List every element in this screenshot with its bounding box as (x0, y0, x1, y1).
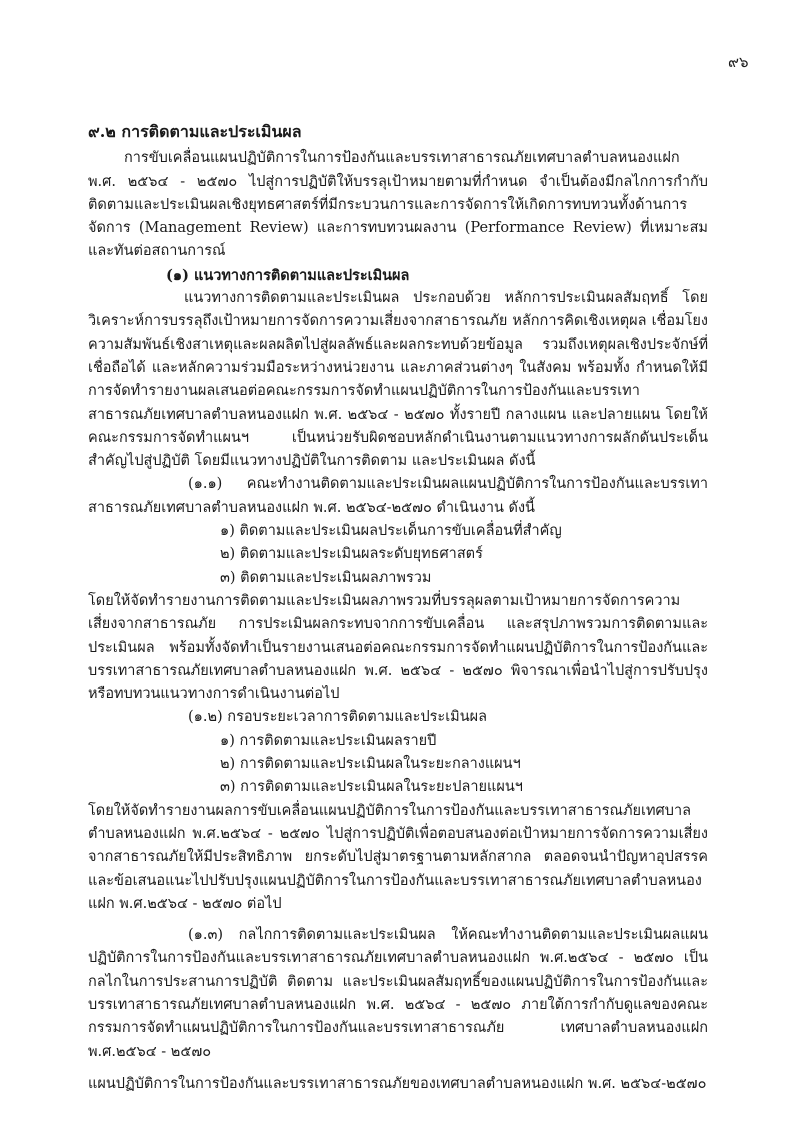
list-item: ๒) การติดตามและประเมินผลในระยะกลางแผนฯ (220, 756, 521, 773)
list-item: ๑) ติดตามและประเมินผลประเด็นการขับเคลื่อนที่สำคัญ (220, 523, 562, 540)
page-number: ๙๖ (728, 53, 749, 71)
list-item: ๒) ติดตามและประเมินผลระดับยุทธศาสตร์ (220, 546, 483, 563)
list-item: ๓) ติดตามและประเมินผลภาพรวม (220, 569, 432, 586)
subheading-guidelines: (๑) แนวทางการติดตามและประเมินผล (166, 266, 410, 284)
list-item: ๑) การติดตามและประเมินผลรายปี (220, 732, 437, 749)
intro-paragraph: การขับเคลื่อนแผนปฏิบัติการในการป้องกันและบรรเทาสาธารณภัยเทศบาลตำบลหนองแฝก พ.ศ. ๒๕๖๔ - ๒๕๗๐ ไปสู่การปฏิบัติให้บรรลุเป้าหมายตามที่กำหนด จำเป็นต้องมีกลไกการกำกับ ติดตามและประเมินผลเชิงยุทธศาสตร์ที่มีกระบวนการและการจัดการให้เกิดการทบทวนทั้งด้านการจัดการ (Management Review) และการทบทวนผลงาน (Performance Review) ที่เหมาะสมและทันต่อสถานการณ์ (88, 150, 708, 260)
guidelines-paragraph: แนวทางการติดตามและประเมินผล ประกอบด้วย หลักการประเมินผลสัมฤทธิ์ โดยวิเคราะห์การบรรลุถึงเป้าหมายการจัดการความเสี่ยงจากสาธารณภัย หลักการคิดเชิงเหตุผล เชื่อมโยงความสัมพันธ์เชิงสาเหตุและผลผลิตไปสู่ผลลัพธ์และผลกระทบด้วยข้อมูล รวมถึงเหตุผลเชิงประจักษ์ที่เชื่อถือได้ และหลักความร่วมมือระหว่างหน่วยงาน และภาคส่วนต่างๆ ในสังคม พร้อมทั้ง กำหนดให้มีการจัดทำรายงานผลเสนอต่อคณะกรรมการจัดทำแผนปฏิบัติการในการป้องกันและบรรเทาสาธารณภัยเทศบาลตำบลหนองแฝก พ.ศ. ๒๕๖๔ - ๒๕๗๐ ทั้งรายปี กลางแผน และปลายแผน โดยให้คณะกรรมการจัดทำแผนฯ เป็นหน่วยรับผิดชอบหลักดำเนินงานตามแนวทางการผลักดันประเด็นสำคัญไปสู่ปฏิบัติ โดยมีแนวทางปฏิบัติในการติดตาม และประเมินผล ดังนี้ (88, 290, 708, 470)
committee-paragraph: (๑.๑) คณะทำงานติดตามและประเมินผลแผนปฏิบัติการในการป้องกันและบรรเทาสาธารณภัยเทศบาลตำบลหนองแฝก พ.ศ. ๒๕๖๔-๒๕๗๐ ดำเนินงาน ดังนี้ (88, 476, 708, 516)
list-item: ๓) การติดตามและประเมินผลในระยะปลายแผนฯ (220, 779, 523, 796)
section-heading: ๙.๒ การติดตามและประเมินผล (88, 122, 302, 141)
mechanism-paragraph: (๑.๓) กลไกการติดตามและประเมินผล ให้คณะทำงานติดตามและประเมินผลแผนปฏิบัติการในการป้องกันและบรรเทาสาธารณภัยเทศบาลตำบลหนองแฝก พ.ศ.๒๕๖๔ - ๒๕๗๐ เป็นกลไกในการประสานการปฏิบัติ ติดตาม และประเมินผลสัมฤทธิ์ของแผนปฏิบัติการในการป้องกันและบรรเทาสาธารณภัยเทศบาลตำบลหนองแฝก พ.ศ. ๒๕๖๔ - ๒๕๗๐ ภายใต้การกำกับดูแลของคณะกรรมการจัดทำแผนปฏิบัติการในการป้องกันและบรรเทาสาธารณภัย เทศบาลตำบลหนองแฝก พ.ศ.๒๕๖๔ - ๒๕๗๐ (88, 927, 708, 1060)
page-body (88, 120, 708, 1064)
page-footer: แผนปฏิบัติการในการป้องกันและบรรเทาสาธารณภัยของเทศบาลตำบลหนองแฝก พ.ศ. ๒๕๖๔-๒๕๗๐ (88, 1076, 707, 1092)
progress-report-paragraph: โดยให้จัดทำรายงานผลการขับเคลื่อนแผนปฏิบัติการในการป้องกันและบรรเทาสาธารณภัยเทศบาลตำบลหนองแฝก พ.ศ.๒๕๖๔ - ๒๕๗๐ ไปสู่การปฏิบัติเพื่อตอบสนองต่อเป้าหมายการจัดการความเสี่ยงจากสาธารณภัยให้มีประสิทธิภาพ ยกระดับไปสู่มาตรฐานตามหลักสากล ตลอดจนนำปัญหาอุปสรรคและข้อเสนอแนะไปปรับปรุงแผนปฏิบัติการในการป้องกันและบรรเทาสาธารณภัยเทศบาลตำบลหนองแฝก พ.ศ.๒๕๖๔ - ๒๕๗๐ ต่อไป (88, 802, 708, 912)
report-paragraph: โดยให้จัดทำรายงานการติดตามและประเมินผลภาพรวมที่บรรลุผลตามเป้าหมายการจัดการความเสี่ยงจากสาธารณภัย การประเมินผลกระทบจากการขับเคลื่อน และสรุปภาพรวมการติดตามและประเมินผล พร้อมทั้งจัดทำเป็นรายงานเสนอต่อคณะกรรมการจัดทำแผนปฏิบัติการในการป้องกันและบรรเทาสาธารณภัยเทศบาลตำบลหนองแฝก พ.ศ. ๒๕๖๔ - ๒๕๗๐ พิจารณาเพื่อนำไปสู่การปรับปรุงหรือทบทวนแนวทางการดำเนินงานต่อไป (88, 592, 708, 703)
timeframe-paragraph: (๑.๒) กรอบระยะเวลาการติดตามและประเมินผล (188, 709, 488, 726)
